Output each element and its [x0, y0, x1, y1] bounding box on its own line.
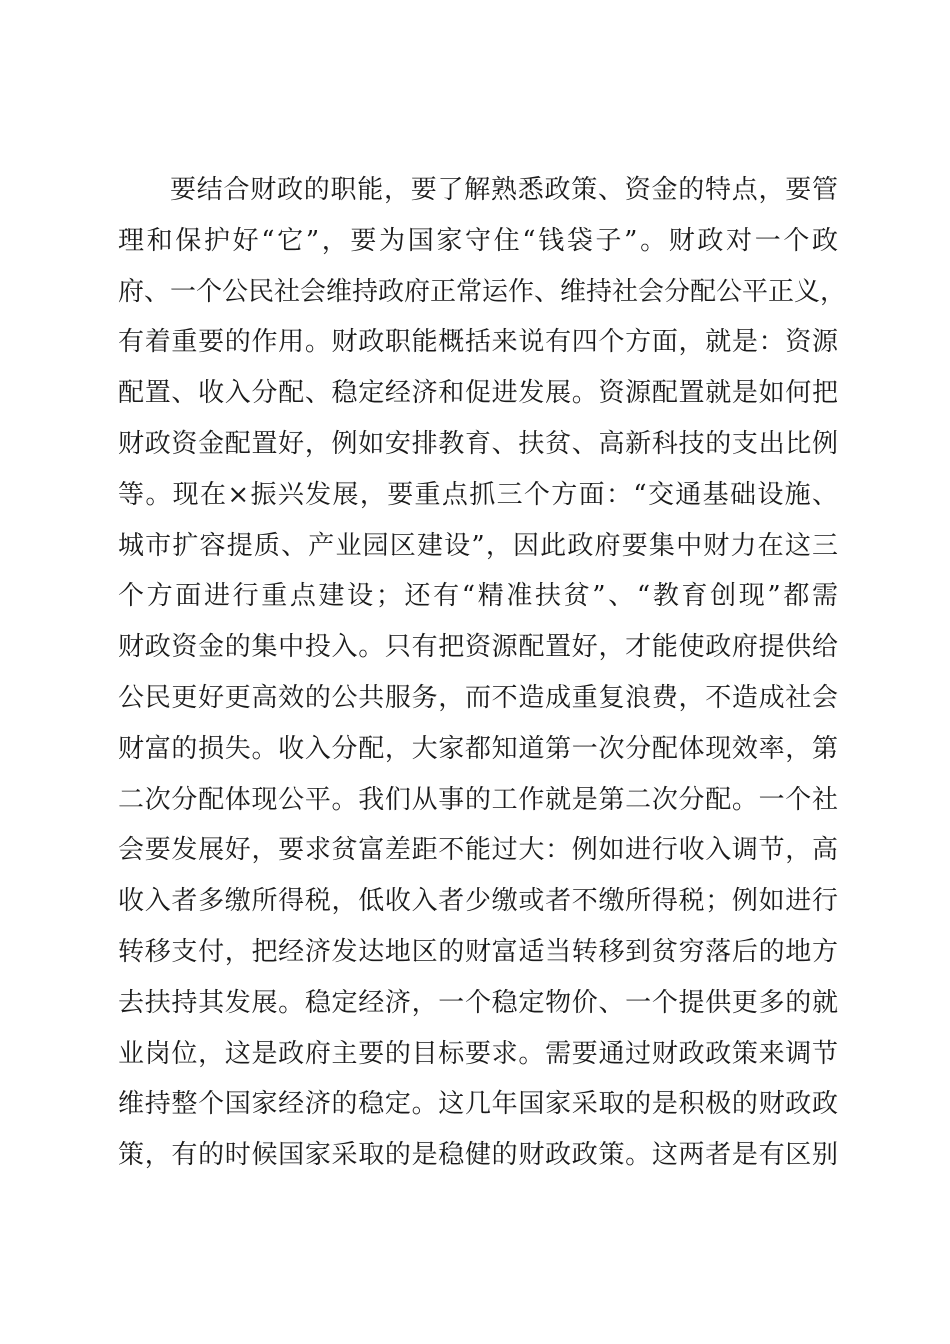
text-line: 转移支付，把经济发达地区的财富适当转移到贫穷落后的地方: [118, 936, 838, 967]
body-paragraph: [118, 165, 847, 1181]
text-line: 财政资金配置好，例如安排教育、扶贫、高新科技的支出比例: [118, 428, 838, 459]
text-line: 公民更好更高效的公共服务，而不造成重复浪费，不造成社会: [118, 682, 838, 713]
text-line: 等。现在×振兴发展，要重点抓三个方面：“交通基础设施、: [118, 479, 838, 510]
text-line: 城市扩容提质、产业园区建设”，因此政府要集中财力在这三: [118, 530, 838, 561]
text-line: 收入者多缴所得税，低收入者少缴或者不缴所得税；例如进行: [118, 886, 838, 917]
text-line: 财富的损失。收入分配，大家都知道第一次分配体现效率，第: [118, 733, 838, 764]
text-line: 会要发展好，要求贫富差距不能过大：例如进行收入调节，高: [118, 835, 838, 866]
text-line: 维持整个国家经济的稳定。这几年国家采取的是积极的财政政: [118, 1089, 838, 1120]
text-line: 财政资金的集中投入。只有把资源配置好，才能使政府提供给: [118, 632, 838, 663]
text-line: 个方面进行重点建设；还有“精准扶贫”、“教育创现”都需: [118, 581, 838, 612]
text-line: 配置、收入分配、稳定经济和促进发展。资源配置就是如何把: [118, 378, 838, 409]
text-line: 业岗位，这是政府主要的目标要求。需要通过财政政策来调节: [118, 1038, 838, 1069]
text-line: 有着重要的作用。财政职能概括来说有四个方面，就是：资源: [118, 327, 838, 358]
text-line: 策，有的时候国家采取的是稳健的财政政策。这两者是有区别: [118, 1140, 838, 1171]
text-line: 去扶持其发展。稳定经济，一个稳定物价、一个提供更多的就: [118, 987, 838, 1018]
text-line: 府、一个公民社会维持政府正常运作、维持社会分配公平正义，: [118, 276, 847, 307]
text-line: 二次分配体现公平。我们从事的工作就是第二次分配。一个社: [118, 784, 838, 815]
text-line: 要结合财政的职能，要了解熟悉政策、资金的特点，要管: [170, 175, 838, 205]
text-line: 理和保护好“它”，要为国家守住“钱袋子”。财政对一个政: [118, 225, 838, 256]
